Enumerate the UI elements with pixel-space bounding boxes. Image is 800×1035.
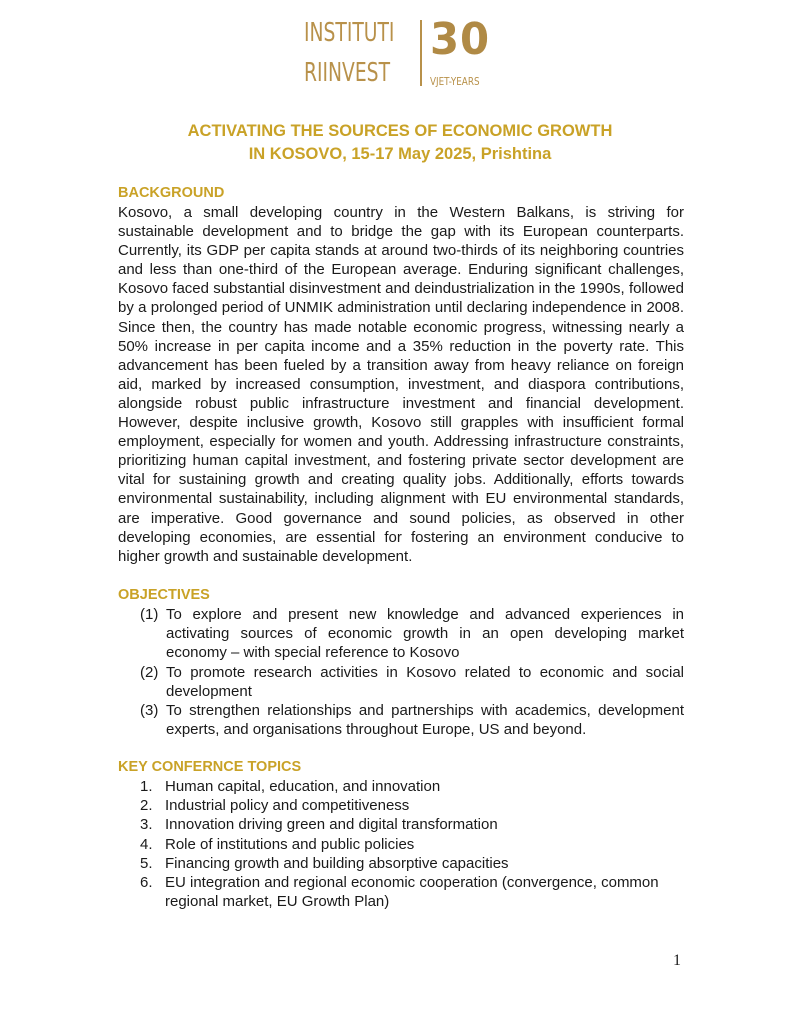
objective-item (140, 605, 684, 663)
topic-text: Innovation driving green and digital transformation (165, 816, 498, 834)
logo-line-1: INSTITUTI (304, 18, 395, 48)
objectives-list (140, 605, 684, 739)
topic-number: 1. (140, 778, 153, 795)
topic-number: 2. (140, 797, 153, 815)
logo-divider (420, 20, 422, 86)
logo-wordmark (304, 18, 416, 88)
topics-list (140, 777, 684, 911)
logo-years: VJET-YEARS (430, 75, 480, 88)
logo-anniversary (430, 14, 493, 88)
topic-item (140, 777, 684, 796)
topic-number: 4. (140, 835, 153, 853)
objective-text: To promote research activities in Kosovo related to economic and social development (166, 663, 684, 700)
objective-item (140, 663, 684, 701)
logo-number: 30 (430, 14, 491, 65)
logo-line-2: RIINVEST (304, 58, 391, 88)
topic-item (140, 796, 684, 815)
background-paragraph: Kosovo, a small developing country in the Western Balkans, is striving for sustainable development and to bridge the gap with its European counterparts. Currently, its GDP per capita stands at around two-thirds of its neighboring countries and less than one-third of the European average. Enduring significant challenges, Kosovo faced substantial disinvestment and deindustrialization in the 1990s, followed by a prolonged period of UNMIK administration until declaring independence in 2008. Since then, the country has made notable economic progress, witnessing nearly a 50% increase in per capita income and a 35% reduction in the poverty rate. This advancement has been fueled by a transition away from heavy reliance on foreign aid, marked by increased consumption, investment, and diaspora contributions, alongside robust public infrastructure investment and financial development. However, despite inclusive growth, Kosovo still grapples with insufficient formal employment, especially for women and youth. Addressing infrastructure constraints, prioritizing human capital investment, and fostering private sector development are vital for sustaining growth and creating quality jobs. Additionally, efforts towards environmental sustainability, including alignment with EU environmental standards, are imperative. Good governance and sound policies, as observed in other developing economies, are essential for fostering an environment conducive to higher growth and sustainable development. (118, 204, 684, 565)
topic-item (140, 815, 684, 834)
topic-text: Financing growth and building absorptive capacities (165, 854, 509, 872)
objective-number: (1) (140, 606, 159, 623)
topic-text: Industrial policy and competitiveness (165, 797, 410, 815)
topic-number: 3. (140, 816, 153, 834)
topic-text: Human capital, education, and innovation (165, 778, 441, 795)
objective-text: To strengthen relationships and partnerships with academics, development experts, and organisations throughout Europe, US and beyond. (166, 702, 684, 739)
objective-number: (2) (140, 663, 159, 681)
topic-number: 5. (140, 854, 153, 872)
topic-text: EU integration and regional economic cooperation (convergence, common regional market, EU Growth Plan) (165, 874, 659, 911)
objective-item (140, 701, 684, 739)
topic-number: 6. (140, 874, 153, 892)
document-title-line-1: ACTIVATING THE SOURCES OF ECONOMIC GROWTH (187, 122, 613, 140)
objective-text: To explore and present new knowledge and advanced experiences in activating sources of economic growth in an open developing market economy – with special reference to Kosovo (166, 606, 684, 662)
topic-text: Role of institutions and public policies (165, 835, 415, 853)
topic-item (140, 873, 684, 911)
document-title-line-2: IN KOSOVO, 15-17 May 2025, Prishtina (248, 145, 552, 163)
background-heading: BACKGROUND (118, 185, 225, 201)
objective-number: (3) (140, 702, 159, 720)
page-number: 1 (673, 952, 681, 969)
objectives-heading: OBJECTIVES (118, 587, 210, 603)
topic-item (140, 854, 684, 873)
topic-item (140, 835, 684, 854)
riinvest-logo (304, 14, 496, 88)
topics-heading: KEY CONFERNCE TOPICS (118, 759, 302, 775)
